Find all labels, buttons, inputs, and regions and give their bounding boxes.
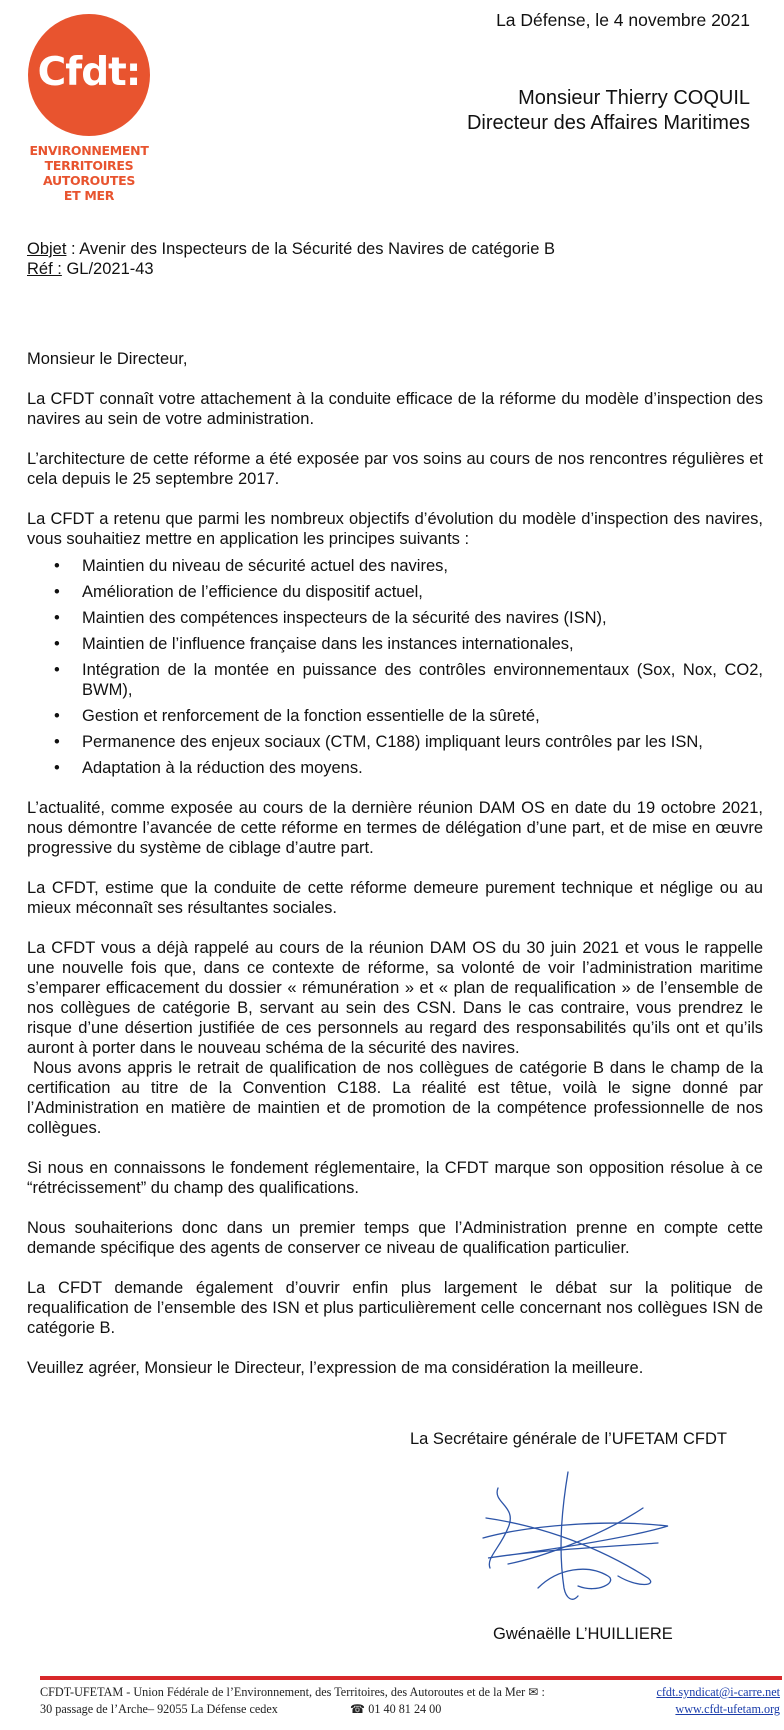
logo-subtitle-line: AUTOROUTES (42, 173, 136, 188)
footer-phone (350, 1701, 441, 1718)
website-link[interactable]: www.cfdt-ufetam.org (675, 1702, 780, 1716)
paragraph: La CFDT vous a déjà rappelé au cours de la réunion DAM OS du 30 juin 2021 et vous le rappelle une nouvelle fois que, dans ce contexte de réforme, sa volonté de voir l’administration maritime s’emparer efficacement du dossier « rémunération » et « plan de requalification » de l’ensemble de nos collègues de catégorie B, servant au sein des CSN. Dans le cas contraire, vous prendrez le risque d’une désertion justifiée de ces personnels au regard des responsabilités qu’ils ont et qu’ils auront à porter dans le nouveau schéma de la sécurité des navires. (27, 939, 763, 1057)
footer-organization: CFDT-UFETAM - Union Fédérale de l’Environnement, des Territoires, des Autoroutes et de la Mer (40, 1685, 526, 1699)
logo-subtitle (14, 143, 164, 203)
subject-line (27, 239, 555, 259)
recipient-title: Directeur des Affaires Maritimes (466, 112, 750, 134)
list-item: • Gestion et renforcement de la fonction essentielle de la sûreté, (27, 706, 763, 726)
recipient-name: Monsieur Thierry COQUIL (518, 87, 750, 109)
paragraph: Nous avons appris le retrait de qualification de nos collègues de catégorie B dans le champ de la certification au titre de la Convention C188. La réalité est têtue, voilà le signe donné par l’Administration en matière de maintien et de promotion de la compétence professionnelle de nos collègues. (27, 1059, 768, 1137)
paragraph: Si nous en connaissons le fondement réglementaire, la CFDT marque son opposition résolue à ce “rétrécissement” du champ des qualifications. (27, 1159, 763, 1197)
list-item: • Intégration de la montée en puissance des contrôles environnementaux (Sox, Nox, CO2, BWM), (27, 660, 763, 700)
letter-body (27, 349, 768, 1398)
reference-line (27, 259, 555, 279)
objet-label: Objet (27, 240, 67, 258)
list-item: • Adaptation à la réduction des moyens. (27, 758, 763, 778)
signatory-name: Gwénaëlle L’HUILLIERE (493, 1625, 673, 1643)
list-item: • Permanence des enjeux sociaux (CTM, C188) impliquant leurs contrôles par les ISN, (27, 732, 763, 752)
footer-row (40, 1701, 782, 1718)
paragraph: L’actualité, comme exposée au cours de la dernière réunion DAM OS en date du 19 octobre 2021, nous démontre l’avancée de cette réforme en termes de délégation d’une part, et de mise en œuvre progressive du système de ciblage d’autre part. (27, 799, 763, 857)
paragraph: La CFDT a retenu que parmi les nombreux objectifs d’évolution du modèle d’inspection des navires, vous souhaitiez mettre en application les principes suivants : (27, 510, 763, 548)
principles-list (27, 556, 763, 778)
list-item: • Maintien des compétences inspecteurs de la sécurité des navires (ISN), (27, 608, 763, 628)
paragraph: La CFDT demande également d’ouvrir enfin plus largement le débat sur la politique de requalification de l’ensemble des ISN et plus particulièrement celle concernant nos collègues ISN de catégorie B. (27, 1279, 763, 1337)
letterhead-footer (40, 1684, 782, 1718)
footer-address: 30 passage de l’Arche– 92055 La Défense cedex (40, 1702, 278, 1716)
logo-circle (28, 14, 150, 136)
list-item: • Amélioration de l’efficience du dispositif actuel, (27, 582, 763, 602)
salutation: Monsieur le Directeur, (27, 350, 188, 368)
paragraph: L’architecture de cette réforme a été exposée par vos soins au cours de nos rencontres régulières et cela depuis le 25 septembre 2017. (27, 450, 763, 488)
closing: Veuillez agréer, Monsieur le Directeur, l’expression de ma considération la meilleure. (27, 1359, 644, 1377)
footer-email-separator: : (538, 1685, 545, 1699)
handwritten-signature (478, 1468, 678, 1608)
footer-row (40, 1684, 782, 1701)
logo-subtitle-line: ET MER (63, 188, 115, 203)
footer-divider (40, 1676, 782, 1680)
recipient-block (467, 86, 750, 136)
phone-number: 01 40 81 24 00 (368, 1702, 442, 1716)
paragraph: Nous souhaiterions donc dans un premier temps que l’Administration prenne en compte cette demande spécifique des agents de conserver ce niveau de qualification particulier. (27, 1219, 763, 1257)
email-link[interactable]: cfdt.syndicat@i-carre.net (656, 1685, 780, 1699)
list-item: • Maintien du niveau de sécurité actuel des navires, (27, 556, 763, 576)
ref-label: Réf : (27, 260, 62, 278)
ref-text: GL/2021-43 (61, 260, 154, 278)
list-item: • Maintien de l’influence française dans les instances internationales, (27, 634, 763, 654)
signatory-title: La Secrétaire générale de l’UFETAM CFDT (410, 1430, 727, 1448)
phone-icon: ☎ (350, 1702, 366, 1716)
letter-date: La Défense, le 4 novembre 2021 (496, 10, 750, 30)
objet-text: : Avenir des Inspecteurs de la Sécurité des Navires de catégorie B (66, 240, 555, 258)
paragraph: La CFDT, estime que la conduite de cette réforme demeure purement technique et néglige ou au mieux méconnaît ses résultantes sociales. (27, 879, 763, 917)
subject-block (27, 239, 555, 279)
logo-subtitle-line: TERRITOIRES (44, 158, 134, 173)
logo-subtitle-line: ENVIRONNEMENT (29, 143, 149, 158)
logo-brand: Cfdt: (37, 50, 141, 95)
paragraph: La CFDT connaît votre attachement à la conduite efficace de la réforme du modèle d’inspection des navires au sein de votre administration. (27, 390, 763, 428)
envelope-icon: ✉ (528, 1685, 539, 1699)
cfdt-logo (28, 14, 150, 203)
